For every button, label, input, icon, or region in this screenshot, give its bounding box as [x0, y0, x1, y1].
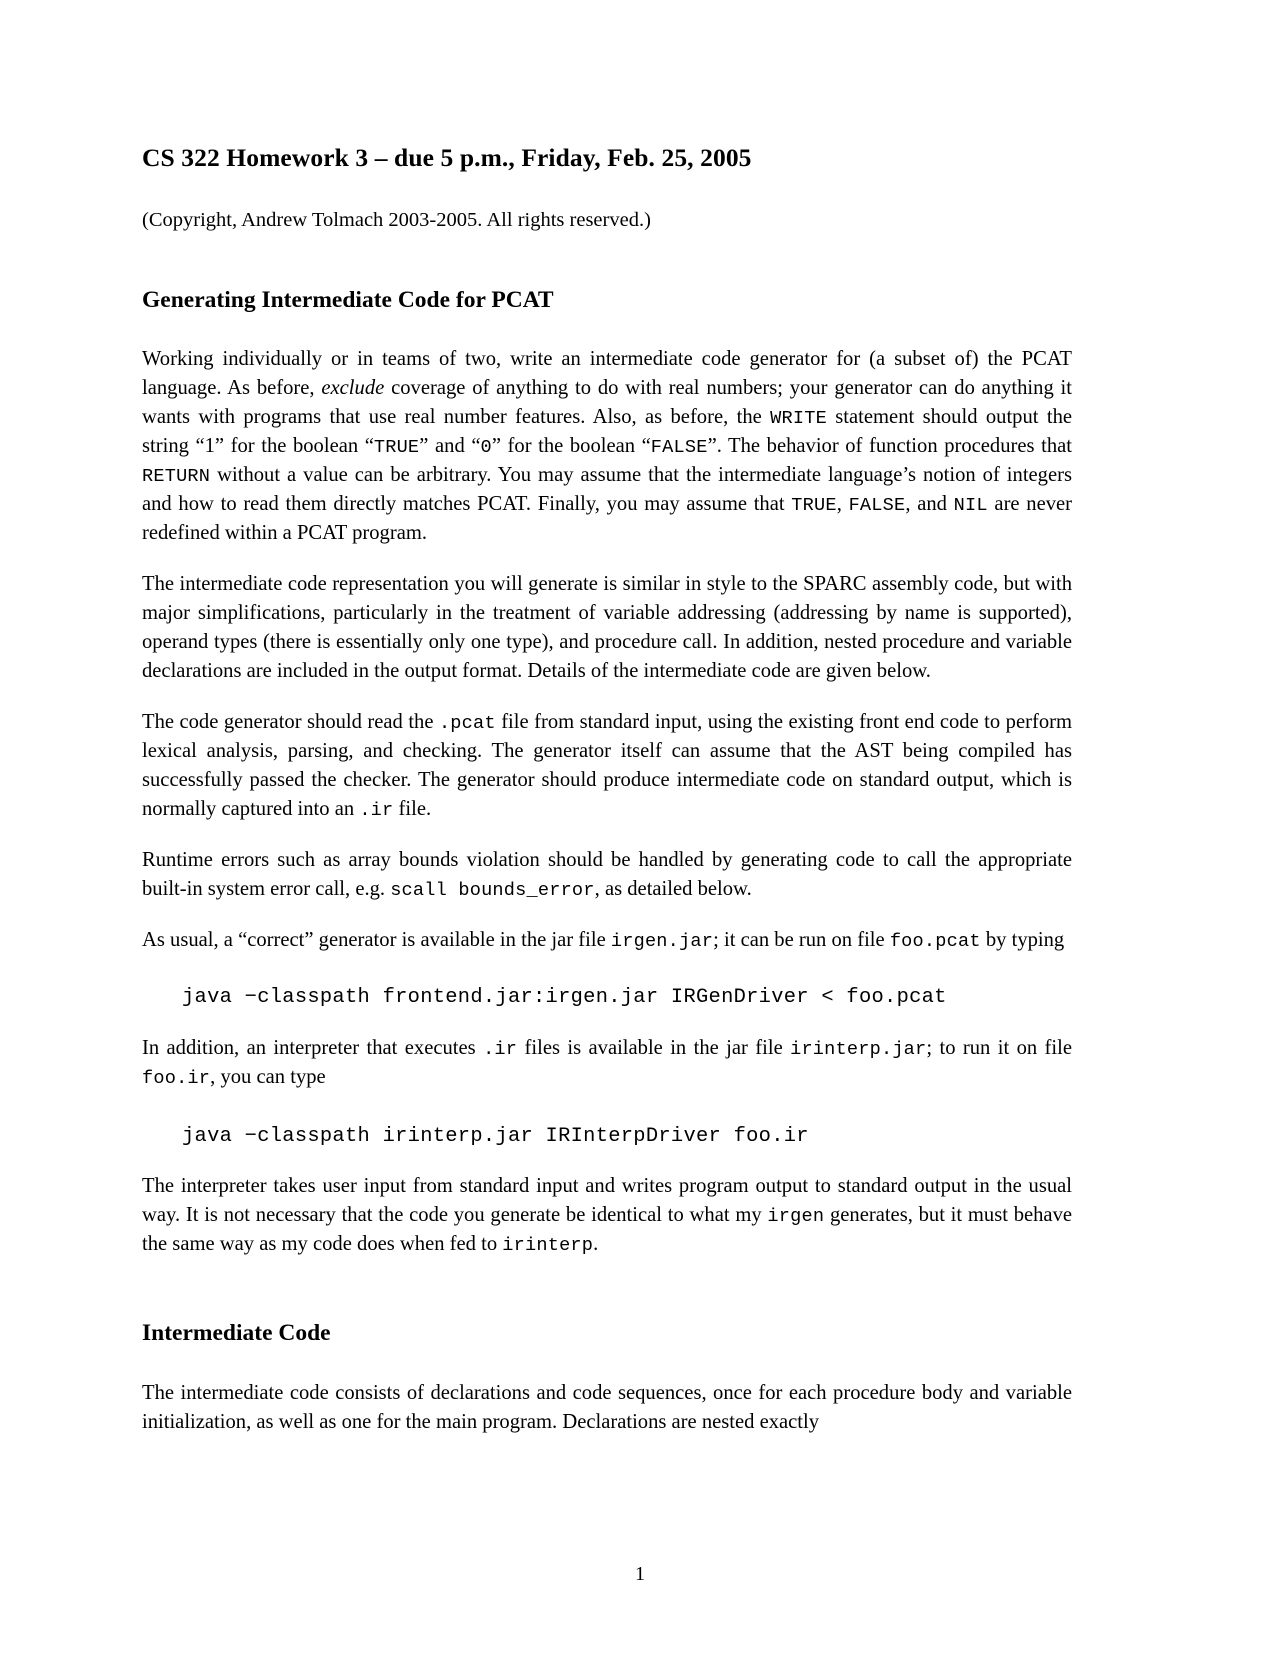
text-fragment: .	[593, 1233, 599, 1256]
code-token-ir-ext-2: .ir	[483, 1038, 518, 1060]
section-heading-intermediate-code: Intermediate Code	[142, 1320, 331, 1347]
paragraph-code-generator-io	[142, 708, 1072, 824]
text-fragment: by typing	[980, 928, 1065, 951]
text-fragment: are never redefined within a PCAT program.	[142, 493, 1073, 545]
code-token-true: TRUE	[373, 436, 420, 458]
code-token-irgen: irgen	[767, 1206, 825, 1228]
paragraph-ir-representation: The intermediate code representation you will generate is similar in style to the SPARC assembly code, but with major simplifications, particularly in the treatment of variable addressing (addressing by name is supported), operand types (there is essentially only one type), and procedure call. In addition, nested procedure and variable declarations are included in the output format. Details of the intermediate code are given below.	[142, 573, 1072, 682]
text-fragment: Working individually or in teams of two, write an intermediate code generator for (a subset of) the PCAT language. As before,	[142, 347, 1072, 399]
code-token-irgen-jar: irgen.jar	[610, 930, 714, 952]
text-fragment: ” for the boolean “	[491, 434, 651, 457]
text-fragment: file.	[393, 797, 432, 820]
text-fragment: statement should output the string “1” for the boolean “	[142, 405, 1073, 457]
code-token-irinterp: irinterp	[502, 1235, 594, 1257]
code-token-pcat-ext: .pcat	[438, 712, 496, 734]
paragraph-intermediate-code-intro: The intermediate code consists of declarations and code sequences, once for each procedure body and variable initialization, as well as one for the main program. Declarations are nested exactly	[142, 1381, 1072, 1433]
paragraph-runtime-errors	[142, 846, 1072, 904]
text-fragment: file from standard input, using the existing front end code to perform lexical analysis, parsing, and checking. The generator itself can assume that the AST being compiled has successfully passed the checker. The generator should produce intermediate code on standard output, which is normally captured into an	[142, 710, 1072, 820]
text-fragment: , and	[905, 493, 954, 516]
text-fragment: ; it can be run on file	[713, 928, 890, 951]
text-fragment: As usual, a “correct” generator is available in the jar file	[142, 928, 611, 951]
text-fragment: Runtime errors such as array bounds violation should be handled by generating code to call the appropriate built-in system error call, e.g.	[142, 848, 1072, 900]
text-fragment: In addition, an interpreter that executes	[142, 1036, 484, 1059]
code-token-nil: NIL	[953, 495, 988, 517]
code-token-zero: 0	[480, 436, 492, 458]
text-fragment: ; to run it on file	[926, 1036, 1072, 1059]
code-token-true-2: TRUE	[791, 495, 837, 517]
code-token-false-2: FALSE	[848, 495, 906, 517]
text-fragment: without a value can be arbitrary. You may assume that the intermediate language’s notion of integers and how to read them directly matches PCAT. Finally, you may assume that	[142, 463, 1072, 516]
text-fragment: The interpreter takes user input from standard input and writes program output to standard output in the usual way. It is not necessary that the code you generate be identical to what my	[142, 1175, 1072, 1227]
code-block-irgen-command: java −classpath frontend.jar:irgen.jar IRGenDriver < foo.pcat	[182, 985, 947, 1009]
text-fragment: The code generator should read the	[142, 710, 439, 733]
text-emphasis-exclude: exclude	[321, 376, 385, 399]
text-fragment: ” and “	[419, 434, 481, 457]
paragraph-interpreter-behavior	[142, 1172, 1072, 1259]
code-token-return: RETURN	[142, 465, 211, 487]
text-fragment: ”. The behavior of function procedures that	[707, 434, 1072, 457]
code-token-ir-ext: .ir	[359, 799, 394, 821]
code-token-irinterp-jar: irinterp.jar	[790, 1038, 927, 1060]
code-token-write: WRITE	[770, 407, 827, 429]
code-block-irinterp-command: java −classpath irinterp.jar IRInterpDriver foo.ir	[182, 1124, 809, 1148]
code-token-scall-bounds-error: scall bounds_error	[390, 879, 595, 901]
text-fragment: ,	[836, 493, 849, 516]
text-fragment: generates, but it must behave the same way as my code does when fed to	[142, 1204, 1073, 1256]
text-fragment: coverage of anything to do with real numbers; your generator can do anything it wants with programs that use real number features. Also, as before, the	[142, 376, 1072, 428]
code-token-false: FALSE	[650, 436, 708, 458]
text-fragment: , as detailed below.	[594, 877, 752, 900]
page-title: CS 322 Homework 3 – due 5 p.m., Friday, Feb. 25, 2005	[142, 143, 752, 172]
text-fragment: files is available in the jar file	[517, 1036, 791, 1059]
paragraph-interpreter	[142, 1034, 1072, 1092]
page-number: 1	[635, 1563, 645, 1585]
paragraph-assignment-overview	[142, 345, 1072, 548]
code-token-foo-ir: foo.ir	[142, 1067, 211, 1089]
section-heading-generating-intermediate-code: Generating Intermediate Code for PCAT	[142, 286, 554, 313]
copyright-notice: (Copyright, Andrew Tolmach 2003-2005. All rights reserved.)	[142, 208, 651, 231]
text-fragment: , you can type	[210, 1065, 326, 1088]
code-token-foo-pcat: foo.pcat	[889, 930, 981, 952]
paragraph-reference-generator	[142, 926, 1072, 955]
